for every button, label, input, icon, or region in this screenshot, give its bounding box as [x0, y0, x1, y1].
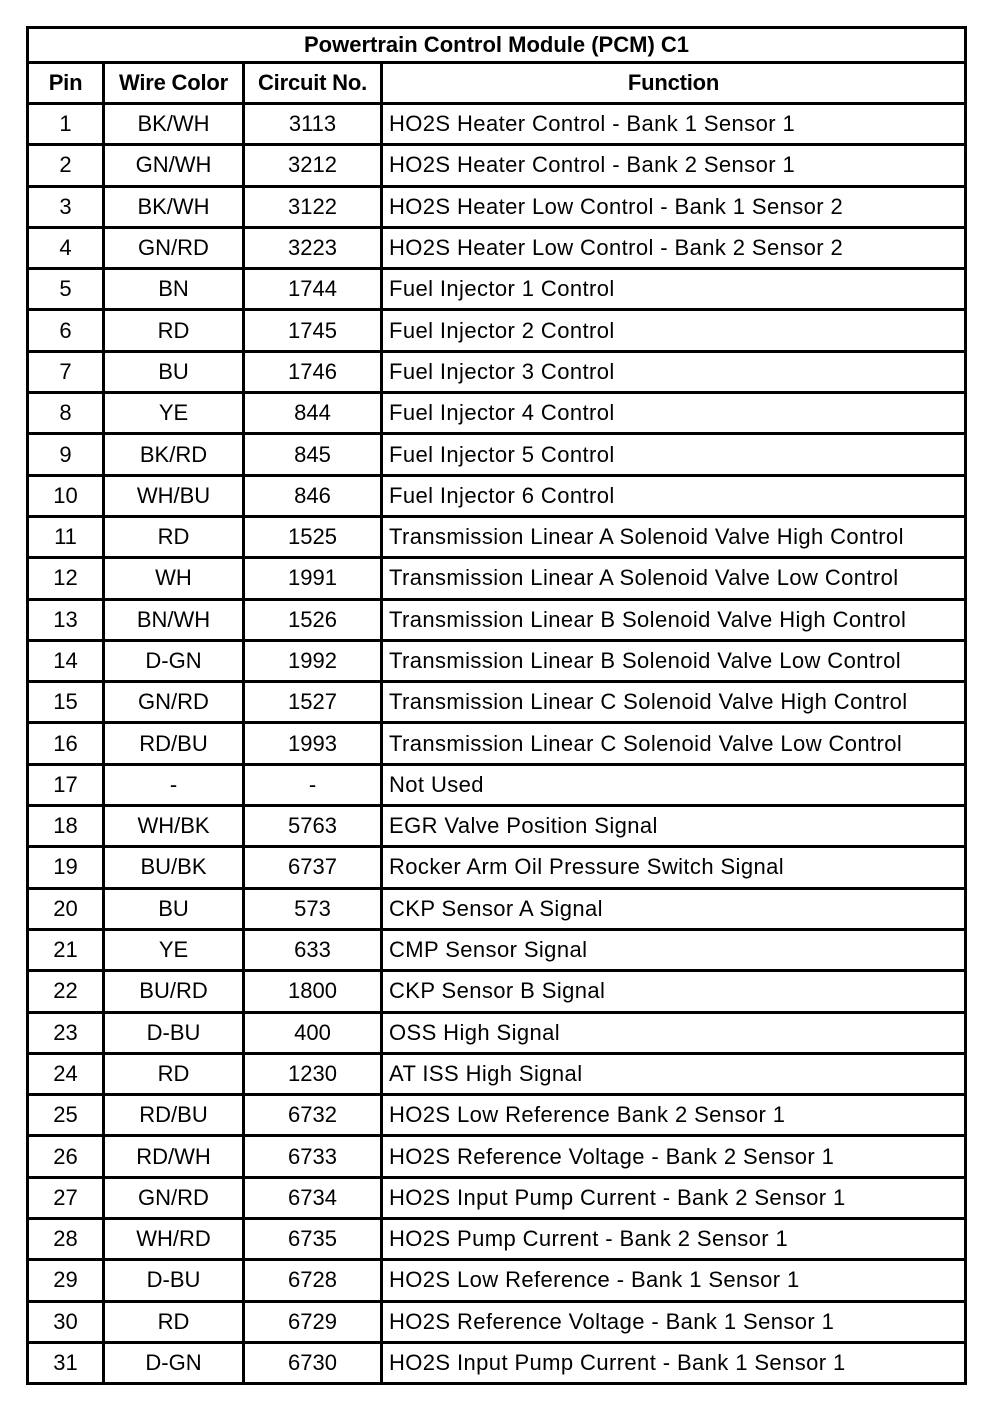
table-row: [28, 806, 966, 847]
wire-color-cell: BK/WH: [104, 104, 244, 145]
function-cell: HO2S Low Reference Bank 2 Sensor 1: [382, 1095, 966, 1136]
table-row: [28, 393, 966, 434]
function-cell: Not Used: [382, 764, 966, 805]
pin-rows: [28, 104, 966, 1384]
circuit-number-cell: 844: [244, 393, 382, 434]
table-row: [28, 1177, 966, 1218]
function-cell: Fuel Injector 2 Control: [382, 310, 966, 351]
wire-color-cell: BU: [104, 351, 244, 392]
wire-color-cell: GN/WH: [104, 145, 244, 186]
function-cell: HO2S Low Reference - Bank 1 Sensor 1: [382, 1260, 966, 1301]
pin-cell: 6: [28, 310, 104, 351]
pin-cell: 17: [28, 764, 104, 805]
circuit-number-cell: 400: [244, 1012, 382, 1053]
wire-color-cell: WH/BK: [104, 806, 244, 847]
circuit-number-cell: 6735: [244, 1219, 382, 1260]
circuit-number-cell: 3122: [244, 186, 382, 227]
wire-color-cell: D-BU: [104, 1012, 244, 1053]
pin-cell: 31: [28, 1342, 104, 1383]
title-row: [28, 28, 966, 63]
table-row: [28, 558, 966, 599]
table-row: [28, 104, 966, 145]
function-cell: Transmission Linear A Solenoid Valve Low Control: [382, 558, 966, 599]
wire-color-cell: GN/RD: [104, 1177, 244, 1218]
function-cell: HO2S Heater Low Control - Bank 2 Sensor 2: [382, 227, 966, 268]
circuit-number-cell: 1230: [244, 1053, 382, 1094]
circuit-number-cell: 5763: [244, 806, 382, 847]
pin-cell: 28: [28, 1219, 104, 1260]
pin-cell: 3: [28, 186, 104, 227]
wire-color-cell: D-GN: [104, 1342, 244, 1383]
pcm-c1-pinout-table: [26, 26, 967, 1385]
pin-cell: 5: [28, 269, 104, 310]
function-cell: AT ISS High Signal: [382, 1053, 966, 1094]
header-row: [28, 63, 966, 104]
function-cell: HO2S Heater Control - Bank 2 Sensor 1: [382, 145, 966, 186]
function-cell: Fuel Injector 3 Control: [382, 351, 966, 392]
function-cell: Transmission Linear C Solenoid Valve Low Control: [382, 723, 966, 764]
table-row: [28, 186, 966, 227]
table-row: [28, 1219, 966, 1260]
wire-color-cell: RD/BU: [104, 723, 244, 764]
pin-cell: 25: [28, 1095, 104, 1136]
circuit-number-cell: 6729: [244, 1301, 382, 1342]
table-row: [28, 1301, 966, 1342]
function-cell: Fuel Injector 4 Control: [382, 393, 966, 434]
pin-cell: 23: [28, 1012, 104, 1053]
wire-color-cell: D-GN: [104, 640, 244, 681]
wire-color-cell: RD: [104, 1301, 244, 1342]
wire-color-cell: BN: [104, 269, 244, 310]
circuit-number-cell: 573: [244, 888, 382, 929]
circuit-number-cell: 1992: [244, 640, 382, 681]
function-cell: HO2S Heater Low Control - Bank 1 Sensor 2: [382, 186, 966, 227]
wire-color-cell: BK/WH: [104, 186, 244, 227]
circuit-number-cell: 1746: [244, 351, 382, 392]
column-header-pin: Pin: [28, 63, 104, 104]
circuit-number-cell: 1527: [244, 682, 382, 723]
pin-cell: 18: [28, 806, 104, 847]
table-row: [28, 1012, 966, 1053]
circuit-number-cell: 1744: [244, 269, 382, 310]
table-row: [28, 434, 966, 475]
circuit-number-cell: 6733: [244, 1136, 382, 1177]
circuit-number-cell: 3212: [244, 145, 382, 186]
wire-color-cell: D-BU: [104, 1260, 244, 1301]
circuit-number-cell: 1745: [244, 310, 382, 351]
wire-color-cell: BU/RD: [104, 971, 244, 1012]
function-cell: HO2S Pump Current - Bank 2 Sensor 1: [382, 1219, 966, 1260]
table-row: [28, 516, 966, 557]
circuit-number-cell: 6730: [244, 1342, 382, 1383]
circuit-number-cell: 1800: [244, 971, 382, 1012]
pin-cell: 8: [28, 393, 104, 434]
circuit-number-cell: 6728: [244, 1260, 382, 1301]
column-header-wire-color: Wire Color: [104, 63, 244, 104]
table-row: [28, 640, 966, 681]
circuit-number-cell: 1525: [244, 516, 382, 557]
wire-color-cell: RD: [104, 1053, 244, 1094]
table-row: [28, 723, 966, 764]
table-row: [28, 269, 966, 310]
function-cell: OSS High Signal: [382, 1012, 966, 1053]
pin-cell: 24: [28, 1053, 104, 1094]
wire-color-cell: RD/WH: [104, 1136, 244, 1177]
function-cell: CKP Sensor A Signal: [382, 888, 966, 929]
wire-color-cell: WH: [104, 558, 244, 599]
function-cell: Fuel Injector 1 Control: [382, 269, 966, 310]
table-row: [28, 145, 966, 186]
function-cell: CKP Sensor B Signal: [382, 971, 966, 1012]
table-row: [28, 1095, 966, 1136]
circuit-number-cell: 1991: [244, 558, 382, 599]
pin-cell: 27: [28, 1177, 104, 1218]
circuit-number-cell: -: [244, 764, 382, 805]
wire-color-cell: BN/WH: [104, 599, 244, 640]
pin-cell: 21: [28, 929, 104, 970]
pin-cell: 4: [28, 227, 104, 268]
pin-cell: 10: [28, 475, 104, 516]
pin-cell: 2: [28, 145, 104, 186]
function-cell: HO2S Input Pump Current - Bank 2 Sensor 1: [382, 1177, 966, 1218]
wire-color-cell: -: [104, 764, 244, 805]
function-cell: Fuel Injector 5 Control: [382, 434, 966, 475]
pin-cell: 16: [28, 723, 104, 764]
table-row: [28, 475, 966, 516]
function-cell: HO2S Reference Voltage - Bank 2 Sensor 1: [382, 1136, 966, 1177]
function-cell: HO2S Input Pump Current - Bank 1 Sensor 1: [382, 1342, 966, 1383]
function-cell: Fuel Injector 6 Control: [382, 475, 966, 516]
table-row: [28, 1136, 966, 1177]
circuit-number-cell: 6737: [244, 847, 382, 888]
wire-color-cell: RD: [104, 310, 244, 351]
pin-cell: 19: [28, 847, 104, 888]
wire-color-cell: BK/RD: [104, 434, 244, 475]
circuit-number-cell: 845: [244, 434, 382, 475]
pin-cell: 30: [28, 1301, 104, 1342]
pin-cell: 1: [28, 104, 104, 145]
pin-cell: 11: [28, 516, 104, 557]
pin-cell: 12: [28, 558, 104, 599]
function-cell: Transmission Linear B Solenoid Valve Low Control: [382, 640, 966, 681]
table-row: [28, 764, 966, 805]
wire-color-cell: YE: [104, 393, 244, 434]
circuit-number-cell: 1993: [244, 723, 382, 764]
wire-color-cell: BU: [104, 888, 244, 929]
table-row: [28, 1260, 966, 1301]
pin-cell: 7: [28, 351, 104, 392]
wire-color-cell: GN/RD: [104, 227, 244, 268]
wire-color-cell: RD/BU: [104, 1095, 244, 1136]
function-cell: Rocker Arm Oil Pressure Switch Signal: [382, 847, 966, 888]
circuit-number-cell: 1526: [244, 599, 382, 640]
column-header-circuit-no: Circuit No.: [244, 63, 382, 104]
function-cell: Transmission Linear B Solenoid Valve High Control: [382, 599, 966, 640]
function-cell: Transmission Linear A Solenoid Valve High Control: [382, 516, 966, 557]
table-row: [28, 682, 966, 723]
wire-color-cell: RD: [104, 516, 244, 557]
table-row: [28, 1342, 966, 1383]
column-header-function: Function: [382, 63, 966, 104]
table-row: [28, 1053, 966, 1094]
circuit-number-cell: 3113: [244, 104, 382, 145]
table-row: [28, 847, 966, 888]
circuit-number-cell: 633: [244, 929, 382, 970]
table-row: [28, 310, 966, 351]
circuit-number-cell: 6734: [244, 1177, 382, 1218]
table-row: [28, 929, 966, 970]
table-row: [28, 888, 966, 929]
wire-color-cell: WH/RD: [104, 1219, 244, 1260]
pin-cell: 26: [28, 1136, 104, 1177]
function-cell: CMP Sensor Signal: [382, 929, 966, 970]
wire-color-cell: YE: [104, 929, 244, 970]
table-row: [28, 351, 966, 392]
pin-cell: 22: [28, 971, 104, 1012]
pin-cell: 14: [28, 640, 104, 681]
pin-cell: 13: [28, 599, 104, 640]
wire-color-cell: GN/RD: [104, 682, 244, 723]
circuit-number-cell: 3223: [244, 227, 382, 268]
pin-cell: 9: [28, 434, 104, 475]
function-cell: HO2S Reference Voltage - Bank 1 Sensor 1: [382, 1301, 966, 1342]
table-row: [28, 971, 966, 1012]
circuit-number-cell: 846: [244, 475, 382, 516]
function-cell: EGR Valve Position Signal: [382, 806, 966, 847]
table-row: [28, 599, 966, 640]
pin-cell: 29: [28, 1260, 104, 1301]
table-title: Powertrain Control Module (PCM) C1: [28, 28, 966, 63]
function-cell: Transmission Linear C Solenoid Valve High Control: [382, 682, 966, 723]
wire-color-cell: WH/BU: [104, 475, 244, 516]
pin-cell: 15: [28, 682, 104, 723]
pin-cell: 20: [28, 888, 104, 929]
table-row: [28, 227, 966, 268]
circuit-number-cell: 6732: [244, 1095, 382, 1136]
function-cell: HO2S Heater Control - Bank 1 Sensor 1: [382, 104, 966, 145]
wire-color-cell: BU/BK: [104, 847, 244, 888]
